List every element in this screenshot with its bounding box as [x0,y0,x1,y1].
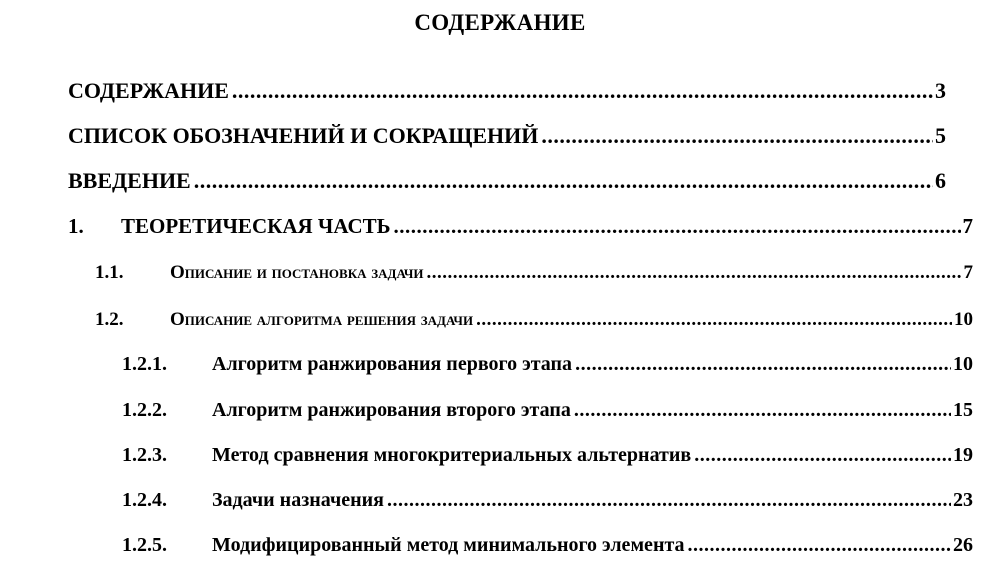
toc-leader-dots [194,166,933,196]
toc-entry-number: 1. [68,214,84,238]
toc-entry-number: 1.1. [95,262,124,283]
toc-entry-abbreviations[interactable] [68,121,946,151]
toc-entry-page: 19 [953,444,973,466]
toc-entry-title: Алгоритм ранжирования первого этапа [212,353,573,375]
toc-entry-subsection-1-2-1[interactable] [122,349,973,379]
toc-entry-page: 6 [935,168,946,193]
toc-entry-title: Метод сравнения многокритериальных альтернатив [212,444,692,466]
toc-leader-dots [575,349,951,379]
toc-entry-title: Модифицированный метод минимального элемента [212,534,685,556]
toc-entry-subsection-1-2-4[interactable] [122,485,973,515]
toc-entry-number: 1.2.3. [122,444,167,466]
toc-entry-contents[interactable] [68,76,946,106]
toc-leader-dots [394,211,961,241]
toc-entry-subsection-1-2-2[interactable] [122,395,973,425]
toc-leader-dots [427,258,962,288]
toc-entry-title: Описание алгоритма решения задачи [170,309,474,330]
toc-leader-dots [541,121,933,151]
toc-entry-title: Задачи назначения [212,489,384,511]
toc-entry-title: ВВЕДЕНИЕ [68,168,191,193]
toc-entry-section-1-2[interactable] [95,305,973,335]
toc-leader-dots [232,76,933,106]
toc-entry-subsection-1-2-3[interactable] [122,440,973,470]
toc-entry-page: 5 [935,123,946,148]
toc-entry-title: ТЕОРЕТИЧЕСКАЯ ЧАСТЬ [121,214,391,238]
toc-entry-page: 15 [953,399,973,421]
toc-entry-introduction[interactable] [68,166,946,196]
toc-entry-subsection-1-2-5[interactable] [122,530,973,560]
toc-entry-page: 23 [953,489,973,511]
toc-entry-number: 1.2.5. [122,534,167,556]
toc-entry-title: СОДЕРЖАНИЕ [68,78,229,103]
toc-entry-title: Алгоритм ранжирования второго этапа [212,399,571,421]
toc-leader-dots [688,530,951,560]
toc-leader-dots [476,305,952,335]
toc-entry-number: 1.2. [95,309,124,330]
toc-entry-section-1-1[interactable] [95,258,973,288]
toc-leader-dots [387,485,951,515]
toc-entry-title: Описание и постановка задачи [170,262,424,283]
page-title: СОДЕРЖАНИЕ [414,10,586,35]
toc-entry-number: 1.2.2. [122,399,167,421]
toc-leader-dots [574,395,951,425]
toc-entry-title: СПИСОК ОБОЗНАЧЕНИЙ И СОКРАЩЕНИЙ [68,123,539,148]
toc-entry-page: 26 [953,534,973,556]
toc-entry-page: 7 [963,262,973,283]
toc-entry-number: 1.2.4. [122,489,167,511]
toc-entry-number: 1.2.1. [122,353,167,375]
toc-entry-page: 7 [962,214,973,238]
toc-entry-page: 10 [953,353,973,375]
toc-entry-page: 3 [935,78,946,103]
toc-entry-chapter-1[interactable] [68,211,973,241]
toc-leader-dots [694,440,951,470]
toc-entry-page: 10 [954,309,973,330]
